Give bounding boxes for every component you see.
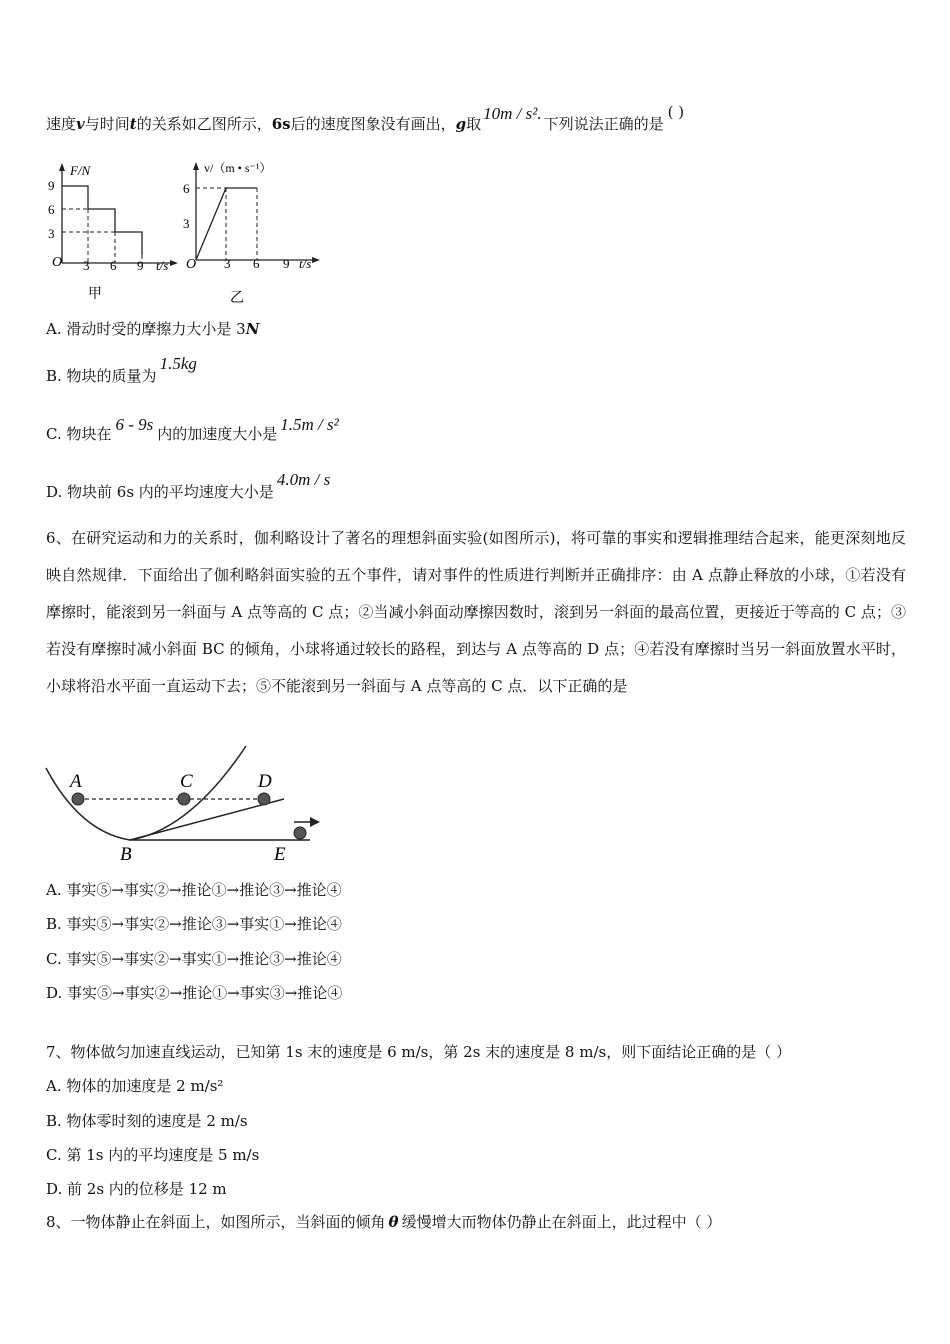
q7-option-c[interactable]: C. 第 1s 内的平均速度是 5 m/s xyxy=(46,1146,260,1164)
q5-var-g: g xyxy=(455,115,467,133)
q5-stem-text: 取 xyxy=(466,115,482,133)
y-tick-label: 3 xyxy=(48,226,55,241)
option-text: C. 物块在 xyxy=(46,425,112,443)
q8-stem-text: 缓慢增大而物体仍静止在斜面上，此过程中（ ） xyxy=(401,1213,722,1231)
q5-option-a[interactable] xyxy=(46,319,259,339)
q6-option-c[interactable]: C. 事实⑤→事实②→事实①→推论③→推论④ xyxy=(46,950,342,968)
incline-bd xyxy=(130,799,284,840)
velocity-time-graph xyxy=(178,155,328,310)
q8-stem-text: 8、一物体静止在斜面上，如图所示，当斜面的倾角 xyxy=(46,1213,386,1231)
option-text: B. 物块的质量为 xyxy=(46,367,157,385)
q5-stem-text: 速度 xyxy=(46,115,77,133)
option-math: 1.5kg xyxy=(159,354,197,373)
x-axis-arrow-icon xyxy=(170,260,178,266)
ball-e-icon xyxy=(294,827,306,839)
ball-a-icon xyxy=(72,793,84,805)
q5-option-d[interactable] xyxy=(46,470,331,502)
x-tick-label: 6 xyxy=(253,256,260,271)
q5-option-b[interactable] xyxy=(46,354,197,386)
q8-stem xyxy=(46,1212,721,1232)
q7-stem: 7、物体做匀加速直线运动，已知第 1s 末的速度是 6 m/s，第 2s 末的速度是 8 m/s，则下面结论正确的是（ ） xyxy=(46,1043,791,1061)
label-e: E xyxy=(274,844,286,865)
label-c: C xyxy=(180,771,193,792)
q5-stem-text: 下列说法正确的是 xyxy=(543,115,664,133)
force-time-graph xyxy=(40,158,190,308)
q5-var-t: t xyxy=(129,115,137,133)
q5-stem-text: 与时间 xyxy=(84,115,130,133)
q7-option-a[interactable]: A. 物体的加速度是 2 m/s² xyxy=(46,1077,224,1095)
y-tick-label: 9 xyxy=(48,178,55,193)
option-math: 1.5m / s² xyxy=(280,415,339,434)
force-curve xyxy=(62,186,142,255)
ball-d-icon xyxy=(258,793,270,805)
option-math: 4.0m / s xyxy=(276,470,331,489)
option-text: A. 滑动时受的摩擦力大小是 3 xyxy=(46,320,246,338)
y-tick-label: 6 xyxy=(48,202,55,217)
q6-option-d[interactable]: D. 事实⑤→事实②→推论①→事实③→推论④ xyxy=(46,984,343,1002)
q7-option-d[interactable]: D. 前 2s 内的位移是 12 m xyxy=(46,1180,227,1198)
y-axis-label: F/N xyxy=(70,163,91,178)
q5-six-s: 6s xyxy=(271,115,291,133)
origin-label: O xyxy=(186,257,197,272)
x-axis-label: t/s xyxy=(156,258,169,273)
galileo-incline-diagram xyxy=(40,740,330,870)
q5-g-value: 10m / s². xyxy=(483,104,542,123)
q6-option-b[interactable]: B. 事实⑤→事实②→推论③→事实①→推论④ xyxy=(46,915,342,933)
label-b: B xyxy=(120,844,132,865)
q5-stem xyxy=(46,103,685,134)
y-axis-arrow-icon xyxy=(59,163,65,171)
x-tick-label: 3 xyxy=(83,258,90,273)
q5-stem-text: 后的速度图象没有画出， xyxy=(290,115,456,133)
option-unit: N xyxy=(245,320,260,338)
q5-stem-text: 的关系如乙图所示， xyxy=(136,115,272,133)
q6-option-a[interactable]: A. 事实⑤→事实②→推论①→推论③→推论④ xyxy=(46,881,342,899)
option-math: 6 - 9s xyxy=(115,415,154,434)
y-axis-label: v/（m • s⁻¹） xyxy=(204,161,272,175)
q5-var-v: v xyxy=(76,115,85,133)
q6-stem: 6、在研究运动和力的关系时，伽利略设计了著名的理想斜面实验(如图所示)，将可靠的事实和逻辑推理结合起来，能更深刻地反映自然规律．下面给出了伽利略斜面实验的五个事件，请对事件的性质进行判断并正确排序：由 A 点静止释放的小球，①若没有摩擦时，能滚到另一斜面与 A 点等高的 C 点；②当减小斜面动摩擦因数时，滚到另一斜面的最高位置，更接近于等高的 C 点；③若没有摩擦时减小斜面 BC 的倾角，小球将通过较长的路程，到达与 A 点等高的 D 点；④若没有摩擦时当另一斜面放置水平时，小球将沿水平面一直运动下去；⑤不能滚到另一斜面与 A 点等高的 C 点．以下正确的是 xyxy=(46,529,906,695)
q7-option-b[interactable]: B. 物体零时刻的速度是 2 m/s xyxy=(46,1112,248,1130)
q5-option-c[interactable] xyxy=(46,415,339,444)
y-axis-arrow-icon xyxy=(193,162,199,170)
q5-answer-paren: ( ) xyxy=(667,103,685,121)
x-tick-label: 9 xyxy=(283,256,290,271)
x-tick-label: 9 xyxy=(137,258,144,273)
y-tick-label: 6 xyxy=(183,181,190,196)
label-d: D xyxy=(258,771,272,792)
x-axis-label: t/s xyxy=(299,256,312,271)
ball-c-icon xyxy=(178,793,190,805)
x-tick-label: 3 xyxy=(224,256,231,271)
option-text: D. 物块前 6s 内的平均速度大小是 xyxy=(46,483,274,501)
figure-caption: 甲 xyxy=(88,287,102,302)
figure-caption: 乙 xyxy=(230,291,244,306)
arrow-right-icon xyxy=(310,817,320,827)
q8-var-theta: θ xyxy=(388,1213,399,1231)
x-axis-arrow-icon xyxy=(312,257,320,263)
option-text: 内的加速度大小是 xyxy=(157,425,278,443)
origin-label: O xyxy=(52,255,63,270)
x-tick-label: 6 xyxy=(110,258,117,273)
label-a: A xyxy=(70,771,82,792)
y-tick-label: 3 xyxy=(183,216,190,231)
